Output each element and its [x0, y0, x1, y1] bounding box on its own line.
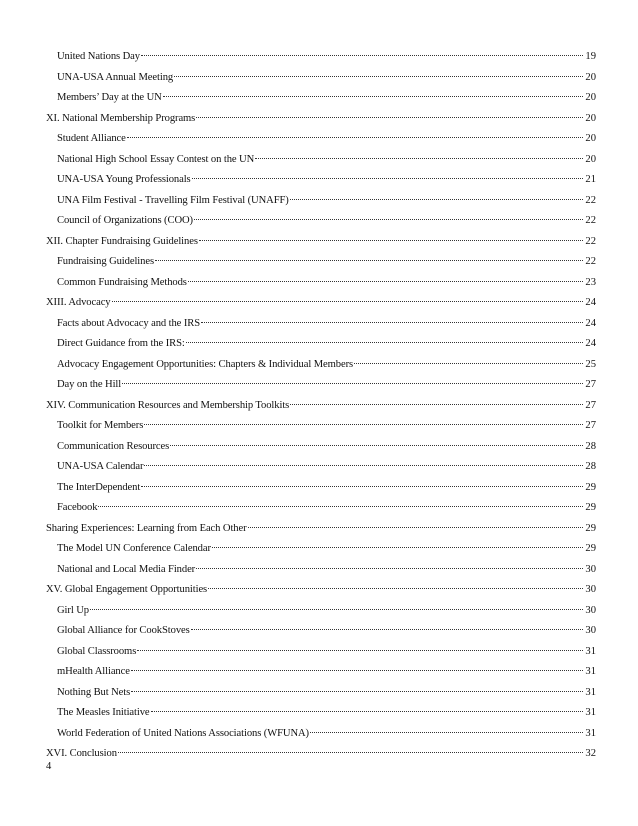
dot-leader — [194, 218, 583, 220]
toc-entry-page: 19 — [585, 51, 596, 62]
toc-entry[interactable] — [46, 703, 596, 724]
dot-leader — [127, 136, 584, 138]
toc-entry-page: 25 — [585, 358, 596, 370]
toc-entry-title: World Federation of United Nations Associations (WFUNA) — [57, 727, 309, 739]
toc-entry[interactable] — [46, 375, 596, 396]
toc-entry[interactable] — [46, 129, 596, 150]
toc-entry[interactable] — [46, 170, 596, 191]
dot-leader — [174, 75, 583, 77]
toc-entry[interactable] — [46, 396, 596, 417]
toc-entry-title: Communication Resources — [57, 440, 170, 452]
toc-entry-page: 20 — [585, 71, 596, 83]
dot-leader — [141, 485, 583, 487]
toc-entry[interactable] — [46, 232, 596, 253]
toc-entry-page: 22 — [585, 194, 596, 206]
toc-entry[interactable] — [46, 211, 596, 232]
toc-entry-page: 20 — [585, 153, 596, 165]
toc-entry[interactable] — [46, 437, 596, 458]
toc-entry-page: 31 — [585, 686, 596, 698]
toc-entry[interactable] — [46, 314, 596, 335]
toc-entry-title: Sharing Experiences: Learning from Each Other — [46, 522, 247, 534]
toc-entry-page: 22 — [585, 256, 596, 267]
dot-leader — [212, 546, 584, 548]
toc-entry[interactable] — [46, 273, 596, 294]
toc-entry[interactable] — [46, 724, 596, 745]
toc-entry-page: 31 — [585, 645, 596, 657]
toc-entry[interactable] — [46, 191, 596, 212]
toc-entry[interactable] — [46, 580, 596, 601]
toc-entry-title: The Measles Initiative — [57, 707, 150, 718]
toc-entry[interactable] — [46, 416, 596, 437]
toc-entry-page: 29 — [585, 481, 596, 493]
toc-entry[interactable] — [46, 662, 596, 683]
dot-leader — [90, 608, 583, 610]
dot-leader — [201, 321, 583, 323]
toc-entry-title: Global Classrooms — [57, 645, 137, 657]
toc-entry-title: XVI. Conclusion — [46, 748, 117, 759]
toc-entry-page: 27 — [585, 379, 596, 390]
toc-entry-page: 27 — [585, 420, 596, 431]
dot-leader — [196, 116, 583, 118]
toc-entry[interactable] — [46, 457, 596, 478]
toc-entry-title: Girl Up — [57, 604, 89, 616]
toc-entry-page: 20 — [585, 133, 596, 144]
toc-entry-title: Members’ Day at the UN — [57, 92, 162, 103]
dot-leader — [131, 690, 583, 692]
toc-entry-title: National and Local Media Finder — [57, 563, 196, 575]
dot-leader — [151, 710, 584, 712]
toc-entry[interactable] — [46, 539, 596, 560]
toc-entry-title: UNA Film Festival - Travelling Film Festival (UNAFF) — [57, 194, 289, 206]
toc-entry-title: Advocacy Engagement Opportunities: Chapters & Individual Members — [57, 358, 354, 370]
toc-entry[interactable] — [46, 334, 596, 355]
dot-leader — [131, 669, 584, 671]
dot-leader — [199, 239, 584, 241]
toc-entry-page: 30 — [585, 604, 596, 616]
toc-entry-page: 29 — [585, 502, 596, 513]
dot-leader — [290, 198, 584, 200]
toc-entry-page: 28 — [585, 440, 596, 452]
toc-entry[interactable] — [46, 683, 596, 704]
table-of-contents — [46, 47, 596, 765]
toc-entry-title: Day on the Hill — [57, 379, 122, 390]
toc-entry-page: 31 — [585, 666, 596, 677]
dot-leader — [163, 95, 584, 97]
toc-entry-page: 20 — [585, 92, 596, 103]
dot-leader — [354, 362, 583, 364]
toc-entry-title: Toolkit for Members — [57, 420, 144, 431]
dot-leader — [155, 259, 583, 261]
dot-leader — [290, 403, 583, 405]
toc-entry-title: XIII. Advocacy — [46, 297, 111, 308]
toc-entry-page: 20 — [585, 112, 596, 124]
toc-entry-title: Student Alliance — [57, 133, 126, 144]
dot-leader — [144, 423, 583, 425]
toc-entry-title: XII. Chapter Fundraising Guidelines — [46, 235, 198, 247]
toc-entry-title: National High School Essay Contest on the UN — [57, 153, 255, 165]
dot-leader — [118, 751, 584, 753]
toc-entry-title: Facts about Advocacy and the IRS — [57, 317, 201, 329]
toc-entry[interactable] — [46, 355, 596, 376]
toc-entry[interactable] — [46, 601, 596, 622]
toc-entry-page: 27 — [585, 399, 596, 411]
toc-entry-title: XI. National Membership Programs — [46, 112, 196, 124]
toc-entry-title: Direct Guidance from the IRS: — [57, 338, 185, 349]
toc-entry-page: 24 — [585, 338, 596, 349]
dot-leader — [248, 526, 584, 528]
toc-entry-page: 31 — [585, 727, 596, 739]
toc-entry-page: 30 — [585, 625, 596, 636]
toc-entry[interactable] — [46, 68, 596, 89]
toc-entry[interactable] — [46, 560, 596, 581]
toc-entry-page: 30 — [585, 563, 596, 575]
toc-entry-title: XV. Global Engagement Opportunities — [46, 584, 208, 595]
dot-leader — [141, 54, 583, 56]
toc-entry-page: 29 — [585, 522, 596, 534]
dot-leader — [137, 649, 583, 651]
toc-entry-title: mHealth Alliance — [57, 666, 130, 677]
toc-entry[interactable] — [46, 519, 596, 540]
toc-entry-page: 29 — [585, 543, 596, 554]
dot-leader — [170, 444, 583, 446]
toc-entry[interactable] — [46, 293, 596, 314]
toc-entry-page: 23 — [585, 276, 596, 288]
toc-entry-title: UNA-USA Annual Meeting — [57, 71, 174, 83]
toc-entry-title: UNA-USA Calendar — [57, 461, 144, 472]
toc-entry-page: 24 — [585, 297, 596, 308]
toc-entry[interactable] — [46, 498, 596, 519]
toc-entry-title: The InterDependent — [57, 481, 141, 493]
dot-leader — [191, 628, 584, 630]
toc-entry-page: 22 — [585, 235, 596, 247]
toc-entry-page: 28 — [585, 461, 596, 472]
toc-entry-title: United Nations Day — [57, 51, 140, 62]
dot-leader — [192, 177, 584, 179]
dot-leader — [208, 587, 583, 589]
dot-leader — [122, 382, 583, 384]
dot-leader — [98, 505, 583, 507]
toc-entry-title: Fundraising Guidelines — [57, 256, 154, 267]
toc-entry[interactable] — [46, 109, 596, 130]
toc-entry[interactable] — [46, 744, 596, 765]
dot-leader — [186, 341, 584, 343]
dot-leader — [112, 300, 584, 302]
toc-entry-page: 31 — [585, 707, 596, 718]
toc-entry[interactable] — [46, 150, 596, 171]
toc-entry-page: 21 — [585, 174, 596, 185]
toc-entry-title: XIV. Communication Resources and Membership Toolkits — [46, 399, 290, 411]
toc-entry-page: 32 — [585, 748, 596, 759]
dot-leader — [196, 567, 583, 569]
toc-entry-title: UNA-USA Young Professionals — [57, 174, 191, 185]
dot-leader — [255, 157, 583, 159]
page-number: 4 — [46, 761, 52, 772]
toc-entry[interactable] — [46, 47, 596, 68]
toc-entry[interactable] — [46, 642, 596, 663]
toc-entry[interactable] — [46, 252, 596, 273]
dot-leader — [144, 464, 583, 466]
toc-entry-title: Common Fundraising Methods — [57, 276, 187, 288]
toc-entry-title: The Model UN Conference Calendar — [57, 543, 211, 554]
toc-entry-page: 30 — [585, 584, 596, 595]
toc-entry[interactable] — [46, 88, 596, 109]
toc-entry-title: Council of Organizations (COO) — [57, 215, 193, 226]
dot-leader — [188, 280, 584, 282]
toc-entry[interactable] — [46, 621, 596, 642]
toc-entry[interactable] — [46, 478, 596, 499]
toc-entry-page: 22 — [585, 215, 596, 226]
toc-entry-title: Facebook — [57, 502, 98, 513]
toc-entry-title: Nothing But Nets — [57, 686, 131, 698]
toc-entry-page: 24 — [585, 317, 596, 329]
dot-leader — [310, 731, 583, 733]
toc-entry-title: Global Alliance for CookStoves — [57, 625, 190, 636]
